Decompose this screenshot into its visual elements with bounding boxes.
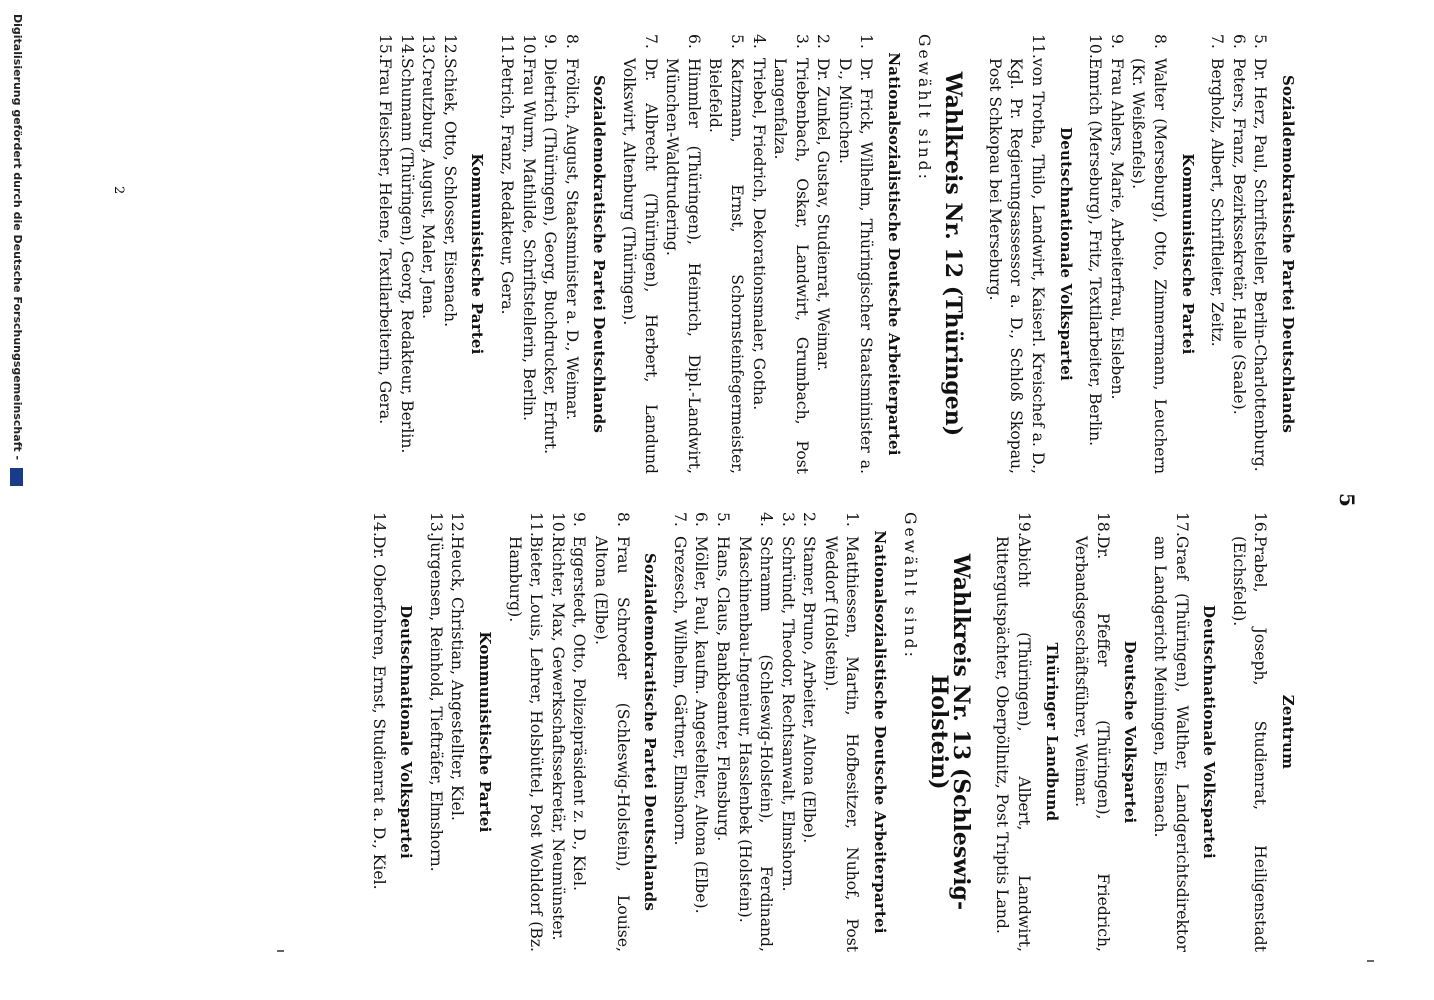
entry-number: 5. xyxy=(713,512,732,527)
entry-number: 2. xyxy=(800,512,819,527)
entry-number: 6. xyxy=(1229,34,1248,49)
entry-number: 7. xyxy=(1208,34,1227,49)
entry-text: Dietrich (Thüringen), Georg, Buchdrucker, Erfurt. xyxy=(541,58,560,455)
entry-text: Triebel, Friedrich, Dekorationsmaler, Gotha. xyxy=(749,58,768,411)
entry-text: von Trotha, Thilo, Landwirt, Kaiserl. Kreischef a. D., Kgl. Pr. Regierungsassessor a. D., Schloß Skopau, Post Schkopau bei Merseburg. xyxy=(985,58,1048,474)
entry-number: 11. xyxy=(1029,34,1048,59)
member-entry xyxy=(617,34,660,474)
party-heading: Kommunistische Partei xyxy=(476,631,494,833)
entry-text: Frau Ahlers, Marie, Arbeiterfrau, Eisleben. xyxy=(1107,58,1126,400)
party-heading: Kommunistische Partei xyxy=(468,153,487,355)
elected-label: Gewählt sind: xyxy=(914,34,933,182)
party-heading: Zentrum xyxy=(1279,694,1297,770)
entry-text: Frau Wurm, Mathilde, Schriftstellerin, Berlin. xyxy=(519,58,538,421)
party-heading: Deutschnationale Volkspartei xyxy=(1056,127,1075,381)
member-entry xyxy=(798,512,820,952)
member-entry xyxy=(991,512,1034,952)
member-entry xyxy=(395,34,417,474)
member-entry xyxy=(747,34,769,474)
entry-text: Creutzburg, August, Maler, Jena. xyxy=(419,58,438,319)
entry-text: Peters, Franz, Bezirkssekretär, Halle (Saale). xyxy=(1229,58,1248,415)
party-heading: Thüringer Landbund xyxy=(1042,642,1061,822)
scan-mark xyxy=(1367,960,1374,962)
entry-number: 11. xyxy=(498,34,516,59)
entry-number: 1. xyxy=(857,34,876,49)
member-entry xyxy=(1206,34,1228,474)
member-entry xyxy=(539,34,561,474)
entry-text: Dr. Herz, Paul, Schriftsteller, Berlin-Charlottenburg. xyxy=(1251,58,1270,472)
party-heading: Deutsche Volkspartei xyxy=(1121,640,1140,824)
member-entry xyxy=(503,512,546,952)
member-entry xyxy=(1084,34,1106,474)
member-entry xyxy=(1249,34,1271,474)
party-heading: Sozialdemokratische Partei Deutschlands xyxy=(590,74,609,434)
party-heading: Nationalsozialistische Deutsche Arbeiterpartei xyxy=(871,530,890,934)
entry-text: Bergholz, Albert, Schriftleiter, Zeitz. xyxy=(1208,58,1227,347)
member-entry xyxy=(560,34,582,474)
entry-text: Frau Fleischer, Helene, Textilarbeiterin, Gera. xyxy=(376,58,395,425)
entry-number: 6. xyxy=(692,512,711,527)
member-entry xyxy=(711,512,733,952)
party-heading: Sozialdemokratische Partei Deutschlands xyxy=(641,552,660,912)
entry-text: Dr. Frick, Wilhelm, Thüringischer Staatsminister a. D., München. xyxy=(835,58,876,474)
entry-text: Graef (Thüringen), Walther, Landgerichtsdirektor am Landgericht Meiningen, Eisenach. xyxy=(1151,536,1191,952)
entry-text: Schiek, Otto, Schlosser, Eisenach. xyxy=(440,58,459,328)
member-entry xyxy=(690,512,712,952)
left-column xyxy=(373,34,1306,474)
right-column xyxy=(367,512,1306,952)
entry-text: Bieter, Louis, Lehrer, Holsbüttel, Post Wohldorf (Bz. Hamburg). xyxy=(505,536,546,952)
entry-text: Katzmann, Ernst, Schornsteinfegermeister, Bielefeld. xyxy=(706,58,746,474)
entry-number: 12. xyxy=(448,512,467,537)
member-entry xyxy=(812,34,834,474)
entry-number: 8. xyxy=(613,512,632,527)
party-heading: Sozialdemokratische Partei Deutschlands xyxy=(1279,74,1297,434)
party-heading: Kommunistische Partei xyxy=(1178,153,1197,355)
member-entry xyxy=(568,512,590,952)
entry-number: 14. xyxy=(369,512,388,537)
entry-number: 15. xyxy=(376,34,395,59)
scan-mark xyxy=(277,950,284,952)
entry-text: Dr. Pfeffer (Thüringen), Friedrich, Verbandsgeschäftsführer, Weimar. xyxy=(1072,536,1112,952)
entry-text: Himmler (Thüringen), Heinrich, Dipl.-Landwirt, München-Waldtrudering. xyxy=(663,58,703,474)
member-entry xyxy=(661,34,704,474)
entry-text: Grezesch, Wilhelm, Gärtner, Elmshorn. xyxy=(670,536,689,846)
entry-text: Matthiessen, Martin, Hofbesitzer, Nuhof, Post Weddorf (Holstein). xyxy=(821,536,862,952)
member-entry xyxy=(833,34,876,474)
member-entry xyxy=(1070,512,1113,952)
entry-number: 13. xyxy=(419,34,438,59)
entry-number: 3. xyxy=(792,34,811,49)
entry-number: 18. xyxy=(1093,512,1112,537)
member-entry xyxy=(424,512,446,952)
entry-text: Eggerstedt, Otto, Polizeipräsident z. D., Kiel. xyxy=(570,536,589,891)
entry-number: 10. xyxy=(548,512,567,537)
member-entry xyxy=(373,34,395,474)
member-entry xyxy=(367,512,389,952)
entry-number: 8. xyxy=(1151,34,1170,49)
member-entry xyxy=(983,34,1048,474)
entry-text: Dr. Oberfohren, Ernst, Studienrat a. D., Kiel. xyxy=(369,536,388,890)
entry-number: 16. xyxy=(1251,512,1270,537)
entry-text: Richter, Max, Gewerkschaftssekretär, Neumünster. xyxy=(548,536,567,941)
entry-text: Abicht (Thüringen), Albert, Landwirt, Rittergutspächter, Oberpöllnitz, Post Triptis Land. xyxy=(993,536,1034,952)
member-entry xyxy=(819,512,862,952)
entry-text: Triebenbach, Oskar, Landwirt, Grumbach, Post Langenfalza. xyxy=(771,58,811,474)
member-entry xyxy=(668,512,690,952)
entry-text: Möller, Paul, kaufm. Angestellter, Altona (Elbe). xyxy=(692,536,711,914)
entry-text: Schründt, Theodor, Rechtsanwalt, Elmshorn. xyxy=(778,536,797,892)
entry-number: 9. xyxy=(541,34,560,49)
entry-number: 11. xyxy=(527,512,546,537)
entry-text: Dr. Zunkel, Gustav, Studienrat, Weimar. xyxy=(814,58,833,372)
member-entry xyxy=(446,512,468,952)
member-entry xyxy=(776,512,798,952)
entry-text: Schramm (Schleswig-Holstein), Ferdinand, Maschinenbau-Ingenieur, Hasslenbek (Holstein). xyxy=(735,536,776,952)
entry-text: Emrich (Merseburg), Fritz, Textilarbeiter, Berlin. xyxy=(1086,58,1105,447)
entry-number: 10. xyxy=(1086,34,1105,59)
page-signature-mark: 2 xyxy=(111,186,126,195)
member-entry xyxy=(417,34,439,474)
member-entry xyxy=(769,34,812,474)
member-entry xyxy=(438,34,460,474)
entry-number: 2. xyxy=(814,34,833,49)
entry-text: Heuck, Christian, Angestellter, Kiel. xyxy=(448,536,467,821)
party-heading: Nationalsozialistische Deutsche Arbeiterpartei xyxy=(885,52,904,456)
constituency-heading: Wahlkreis Nr. 12 (Thüringen) xyxy=(940,71,967,437)
entry-number: 6. xyxy=(684,34,703,49)
member-entry xyxy=(517,34,539,474)
entry-number: 10. xyxy=(519,34,538,59)
party-heading: Deutschnationale Volkspartei xyxy=(397,605,416,859)
entry-number: 8. xyxy=(562,34,581,49)
entry-number: 14. xyxy=(397,34,416,59)
entry-number: 5. xyxy=(727,34,746,49)
entry-number: 7. xyxy=(641,34,660,49)
member-entry xyxy=(1105,34,1127,474)
footer-text: Digitalisierung gefördert durch die Deutsche Forschungsgemeinschaft - xyxy=(11,14,24,461)
entry-text: Prabel, Joseph, Studienrat, Heiligenstadt (Eichsfeld). xyxy=(1229,536,1270,952)
entry-text: Hans, Claus, Bankbeamter, Flensburg. xyxy=(713,536,732,842)
entry-number: 5. xyxy=(1251,34,1270,49)
entry-text: Stamer, Bruno, Arbeiter, Altona (Elbe). xyxy=(800,536,819,844)
dfg-logo-icon xyxy=(11,468,24,486)
member-entry xyxy=(495,34,517,474)
elected-label: Gewählt sind: xyxy=(900,512,919,660)
entry-number: 4. xyxy=(749,34,768,49)
member-entry xyxy=(546,512,568,952)
member-entry xyxy=(704,34,747,474)
entry-number: 19. xyxy=(1015,512,1034,537)
member-entry xyxy=(1227,512,1270,952)
member-entry xyxy=(1127,34,1170,474)
entry-number: 7. xyxy=(670,512,689,527)
entry-text: Frölich, August, Staatsminister a. D., Weimar. xyxy=(562,58,581,421)
member-entry xyxy=(1227,34,1249,474)
entry-number: 9. xyxy=(1107,34,1126,49)
entry-number: 13. xyxy=(426,512,445,537)
member-entry xyxy=(733,512,776,952)
entry-number: 12. xyxy=(440,34,459,59)
entry-text: Schumann (Thüringen), Georg, Redakteur, Berlin. xyxy=(397,58,416,454)
entry-number: 17. xyxy=(1172,512,1191,537)
entry-number: 3. xyxy=(778,512,797,527)
entry-text: Jürgensen, Reinhold, Tiefträfer, Elmshorn. xyxy=(426,536,445,872)
member-entry xyxy=(1148,512,1191,952)
digitization-footer xyxy=(11,14,25,486)
entry-number: 1. xyxy=(843,512,862,527)
entry-number: 9. xyxy=(570,512,589,527)
entry-text: Frau Schroeder (Schleswig-Holstein), Louise, Altona (Elbe). xyxy=(591,536,632,952)
party-heading: Deutschnationale Volkspartei xyxy=(1200,605,1219,859)
entry-text: Petrich, Franz, Redakteur, Gera. xyxy=(498,58,516,315)
entry-number: 4. xyxy=(757,512,776,527)
page-number: 5 xyxy=(1335,493,1359,507)
entry-text: Walter (Merseburg), Otto, Zimmermann, Leuchern (Kr. Weißenfels). xyxy=(1129,58,1170,474)
entry-text: Dr. Albrecht (Thüringen), Herbert, Landund Volkswirt, Altenburg (Thüringen). xyxy=(619,58,660,474)
constituency-heading: Wahlkreis Nr. 13 (Schleswig-Holstein) xyxy=(926,553,974,911)
member-entry xyxy=(589,512,632,952)
